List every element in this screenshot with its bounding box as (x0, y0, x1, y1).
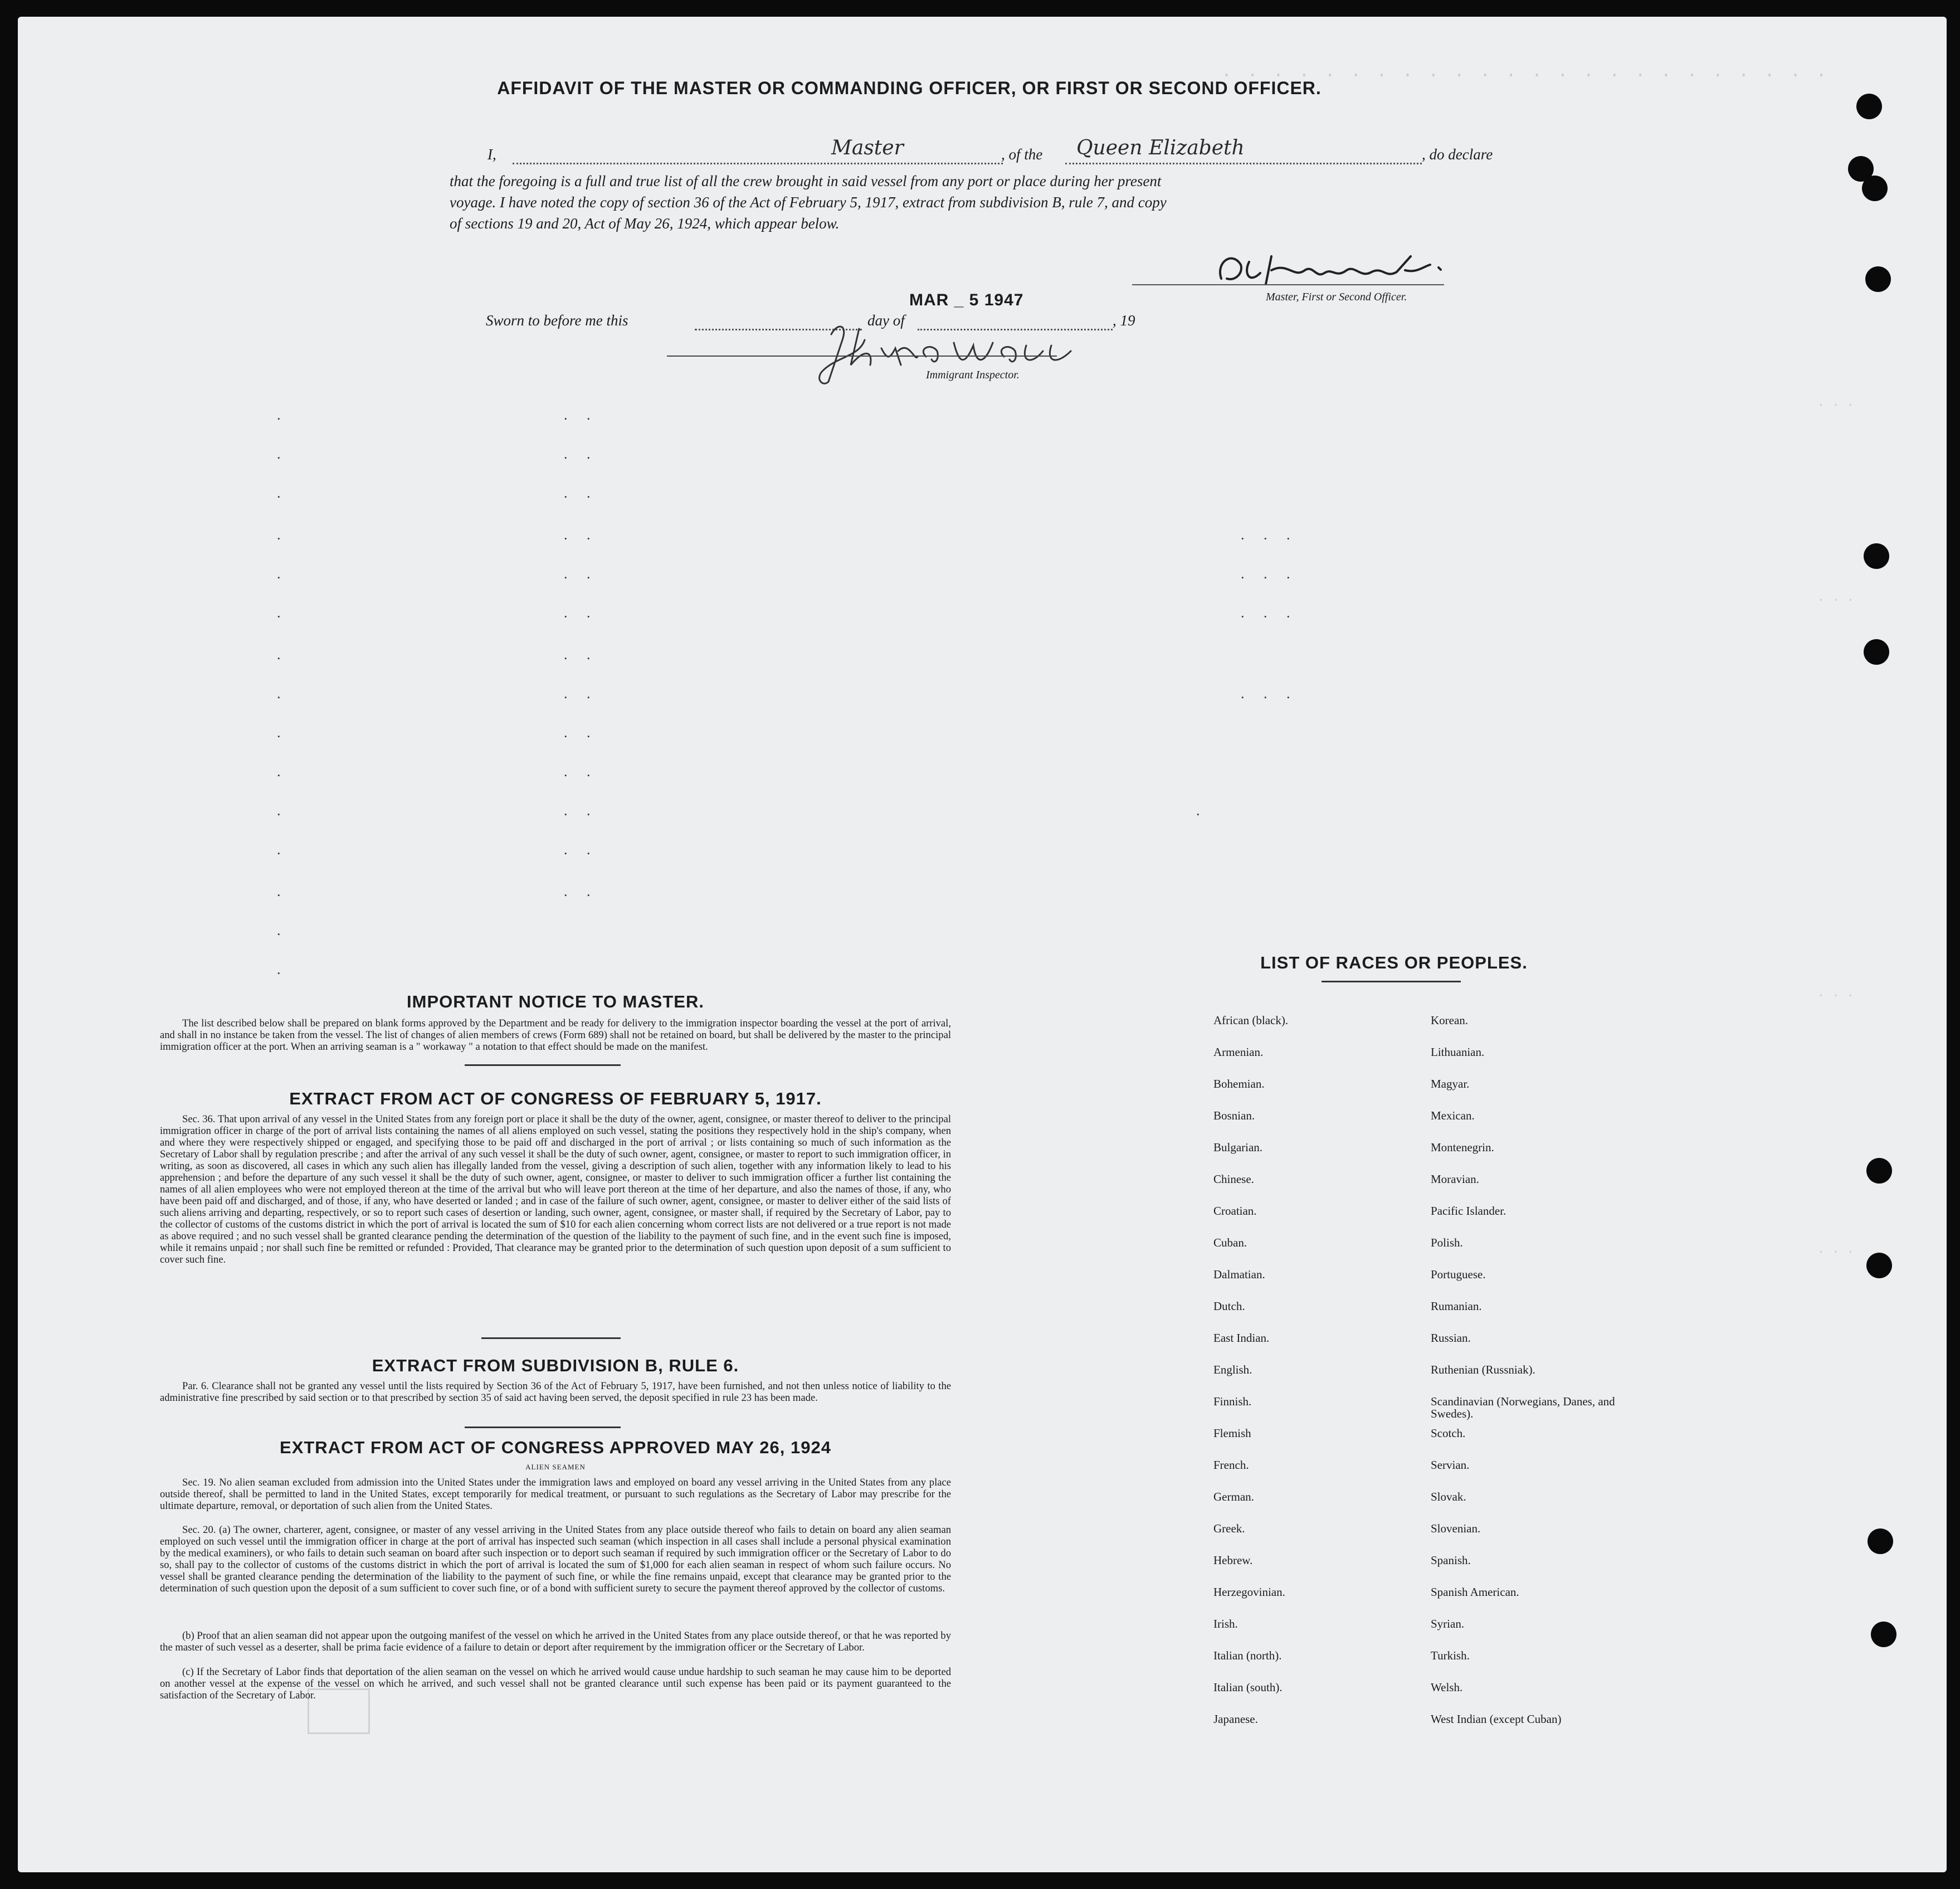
dot-marks: . (277, 802, 289, 819)
race-row (1213, 1300, 1659, 1332)
rule-6-body: Par. 6. Clearance shall not be granted any vessel until the lists required by Section 36 of the Act of February 5, 1917, have been furnished, and not then unless notice of liability to the administrative fine prescribed by said section or to that prescribed by section 35 of said act having been served, the deposit specified in rule 23 has been made. (160, 1380, 951, 1404)
race-entry-right: Rumanian. (1431, 1299, 1482, 1313)
race-row (1213, 1046, 1659, 1078)
bleed-through-text: . . . (1817, 986, 1855, 1000)
bleed-through-text: . . . (1817, 1243, 1855, 1257)
race-row (1213, 1681, 1659, 1713)
race-entry-left: Herzegovinian. (1213, 1585, 1285, 1599)
races-heading: LIST OF RACES OR PEOPLES. (1260, 953, 1528, 972)
race-row (1213, 1268, 1659, 1300)
race-row (1213, 1364, 1659, 1395)
dot-marks: . (277, 763, 289, 780)
race-entry-right: Servian. (1431, 1458, 1470, 1472)
dot-marks: . (277, 566, 289, 582)
document-page (18, 17, 1947, 1872)
dot-marks: . (277, 883, 289, 899)
inspector-caption: Immigrant Inspector. (926, 369, 1020, 381)
race-entry-left: Japanese. (1213, 1712, 1258, 1726)
affidavit-line-4: of sections 19 and 20, Act of May 26, 1924, which appear below. (450, 215, 840, 232)
race-entry-right: Scotch. (1431, 1427, 1466, 1440)
race-row (1213, 1109, 1659, 1141)
affidavit-i-label: I, (487, 146, 496, 163)
dot-marks: . (277, 527, 289, 543)
dot-marks: . . (564, 841, 598, 858)
race-row (1213, 1459, 1659, 1491)
dot-marks: . . (564, 407, 598, 423)
vessel-handwriting: Queen Elizabeth (1076, 137, 1245, 159)
race-row (1213, 1522, 1659, 1554)
punch-hole (1856, 94, 1882, 119)
dot-marks: . . (564, 566, 598, 582)
race-entry-right: Spanish American. (1431, 1585, 1519, 1599)
race-entry-right: Scandinavian (Norwegians, Danes, and Swedes). (1431, 1395, 1615, 1420)
race-row (1213, 1713, 1659, 1745)
race-entry-right: Mexican. (1431, 1109, 1475, 1122)
notice-body: The list described below shall be prepared on blank forms approved by the Department and be ready for delivery to the immigration inspector boarding the vessel at the port of arrival, and shall in no instance be taken from the vessel. The list of changes of alien members of crews (Form 689) shall not be retained on board, but shall be delivered by the master to the principal immigration officer at the port. When an arriving seaman is a " workaway " a notation to that effect should be made on the manifest. (160, 1017, 951, 1053)
dot-marks: . . (564, 883, 598, 899)
race-entry-left: Croatian. (1213, 1204, 1257, 1218)
of-the-label: , of the (1001, 146, 1043, 163)
race-entry-left: African (black). (1213, 1014, 1289, 1027)
race-entry-left: Italian (north). (1213, 1649, 1282, 1662)
race-entry-left: East Indian. (1213, 1331, 1270, 1345)
punch-hole (1868, 1528, 1893, 1554)
dot-marks: . . (564, 446, 598, 462)
section-divider (465, 1064, 621, 1066)
race-entry-right: West Indian (except Cuban) (1431, 1712, 1562, 1726)
race-entry-left: Dutch. (1213, 1299, 1245, 1313)
dot-marks: . . . (1241, 605, 1298, 621)
sec-20c-body: (c) If the Secretary of Labor finds that deportation of the alien seaman on the vessel on which he arrived would cause undue hardship to such seaman he may cause him to be deported on another vessel at the expense of the vessel on which he arrived, and such vessel shall not be granted clearance until such expense has been paid or its payment guaranteed to the satisfaction of the Secretary of Labor. (160, 1666, 951, 1701)
dot-marks: . . (564, 485, 598, 501)
race-entry-left: French. (1213, 1458, 1249, 1472)
race-row (1213, 1014, 1659, 1046)
race-entry-right: Spanish. (1431, 1554, 1471, 1567)
punch-hole (1866, 1253, 1892, 1278)
dot-marks: . . (564, 646, 598, 663)
dot-marks: . . (564, 724, 598, 741)
dot-marks: . (277, 646, 289, 663)
race-row (1213, 1618, 1659, 1649)
race-entry-right: Slovak. (1431, 1490, 1466, 1503)
race-entry-left: Flemish (1213, 1427, 1251, 1440)
race-entry-left: Chinese. (1213, 1172, 1254, 1186)
bleed-through-text: . . . . . . . . . . . . . . . . . . . . . . . . (1221, 61, 1829, 82)
dot-marks: . (277, 841, 289, 858)
race-entry-right: Welsh. (1431, 1681, 1463, 1694)
race-row (1213, 1173, 1659, 1205)
race-row (1213, 1554, 1659, 1586)
master-signature-line (1132, 284, 1444, 285)
sec-20a-body: Sec. 20. (a) The owner, charterer, agent, consignee, or master of any vessel arriving in the United States from any place outside thereof who fails to detain on board any alien seaman employed on such vessel until the immigration officer in charge at the port of arrival has inspected such seaman (which inspection in all cases shall include a personal physical examination by the medical examiners), or who fails to detain such seaman on board after such inspection or to deport such seaman if required by such immigration officer or the Secretary of Labor to do so, shall pay to the collector of customs of the customs district in which the port of arrival is located the sum of $1,000 for each alien seaman in respect of whom such failure occurs. No vessel shall be granted clearance pending the determination of the liability to the payment of such fine, or while the fine remains unpaid, except that clearance may be granted prior to the determination of such question upon the deposit of a sum sufficient to cover such fine, or of a bond with sufficient surety to secure the payment thereof approved by the collector of customs. (160, 1524, 951, 1594)
dot-marks: . (1196, 802, 1208, 819)
race-row (1213, 1395, 1659, 1427)
extract-1924-heading: EXTRACT FROM ACT OF CONGRESS APPROVED MAY 26, 1924 (280, 1438, 831, 1457)
race-entry-left: German. (1213, 1490, 1254, 1503)
inspector-signature-line (667, 356, 1057, 357)
section-divider (465, 1427, 621, 1428)
vessel-name-line (1065, 163, 1422, 164)
year-label: , 19 (1113, 312, 1135, 329)
race-row (1213, 1078, 1659, 1109)
race-entry-right: Portuguese. (1431, 1268, 1486, 1281)
dot-marks: . (277, 485, 289, 501)
race-entry-right: Pacific Islander. (1431, 1204, 1506, 1218)
race-entry-left: English. (1213, 1363, 1252, 1376)
dot-marks: . . . (1241, 566, 1298, 582)
dot-marks: . . (564, 763, 598, 780)
punch-hole (1862, 176, 1888, 201)
dot-marks: . (277, 922, 289, 938)
dot-marks: . (277, 407, 289, 423)
position-handwriting: Master (831, 137, 904, 159)
race-row (1213, 1236, 1659, 1268)
race-entry-left: Armenian. (1213, 1045, 1264, 1059)
races-divider (1322, 981, 1461, 982)
alien-seamen-subheading: ALIEN SEAMEN (525, 1463, 586, 1471)
dot-marks: . . . (1241, 527, 1298, 543)
extract-1917-heading: EXTRACT FROM ACT OF CONGRESS OF FEBRUARY 5, 1917. (289, 1089, 822, 1108)
sec-19-body: Sec. 19. No alien seaman excluded from admission into the United States under the immigration laws and employed on board any vessel arriving in the United States from any place outside thereof, shall be permitted to land in the United States, except temporarily for medical treatment, or pursuant to such regulations as the Secretary of Labor may prescribe for the ultimate departure, removal, or deportation of such alien from the United States. (160, 1477, 951, 1512)
race-entry-right: Turkish. (1431, 1649, 1470, 1662)
dot-marks: . (277, 961, 289, 977)
affidavit-line-3: voyage. I have noted the copy of section 36 of the Act of February 5, 1917, extract from subdivision B, rule 7, and copy (450, 194, 1167, 211)
day-of-label: day of (867, 312, 905, 329)
dot-marks: . . (564, 605, 598, 621)
punch-hole (1871, 1622, 1896, 1647)
punch-hole (1865, 266, 1891, 292)
race-entry-left: Finnish. (1213, 1395, 1252, 1408)
dot-marks: . . (564, 802, 598, 819)
race-entry-right: Moravian. (1431, 1172, 1479, 1186)
dot-marks: . (277, 446, 289, 462)
race-entry-left: Cuban. (1213, 1236, 1247, 1249)
race-row (1213, 1649, 1659, 1681)
bleed-through-text: . . . (1817, 396, 1855, 410)
dot-marks: . . . (1241, 685, 1298, 702)
race-entry-right: Korean. (1431, 1014, 1469, 1027)
affidavit-line-2: that the foregoing is a full and true list of all the crew brought in said vessel from any port or place during her present (450, 173, 1162, 189)
race-entry-right: Montenegrin. (1431, 1141, 1494, 1154)
notice-heading: IMPORTANT NOTICE TO MASTER. (407, 992, 704, 1011)
race-entry-left: Bohemian. (1213, 1077, 1265, 1090)
race-entry-right: Ruthenian (Russniak). (1431, 1363, 1535, 1376)
race-entry-left: Bulgarian. (1213, 1141, 1263, 1154)
race-row (1213, 1586, 1659, 1618)
rule-6-heading: EXTRACT FROM SUBDIVISION B, RULE 6. (372, 1356, 739, 1375)
race-entry-left: Bosnian. (1213, 1109, 1255, 1122)
punch-hole (1864, 543, 1889, 569)
sec-20b-body: (b) Proof that an alien seaman did not appear upon the outgoing manifest of the vessel on which he arrived in the United States from any place outside thereof, or that he was reported by the master of such vessel as a deserter, shall be prima facie evidence of a failure to detain or deport after requirement by the immigration officer or the Secretary of Labor. (160, 1630, 951, 1653)
affidavit-heading: AFFIDAVIT OF THE MASTER OR COMMANDING OFFICER, OR FIRST OR SECOND OFFICER. (497, 78, 1322, 98)
race-row (1213, 1491, 1659, 1522)
dot-marks: . . (564, 685, 598, 702)
extract-1917-body: Sec. 36. That upon arrival of any vessel in the United States from any foreign port or place it shall be the duty of the owner, agent, consignee, or master thereof to deliver to the principal immigration officer in charge of the port of arrival lists containing the names of all aliens employed on such vessel, stating the positions they respectively hold in the ship's company, when and where they were respectively shipped or engaged, and specifying those to be paid off and discharged in the port of arrival ; or lists containing so much of such information as the Secretary of Labor shall by regulation prescribe ; and after the arrival of any such vessel it shall be the duty of such owner, agent, consignee, or master to report to such immigration officer, in writing, as soon as discovered, all cases in which any such alien has illegally landed from the vessel, giving a description of such alien, together with any information likely to lead to his apprehension ; and before the departure of any such vessel it shall be the duty of such owner, agent, consignee, or master to deliver to such immigration officer a further list containing the names of all alien employees who were not employed thereon at the time of the arrival but who will leave port thereon at the time of her departure, and also the names of those, if any, who have been paid off and discharged, and of those, if any, who have deserted or landed ; and in case of the failure of such owner, agent, consignee, or master to deliver either of the said lists of such aliens arriving and departing, respectively, or so to report such cases of desertion or landing, such owner, agent, consignee, or master shall, if required by the Secretary of Labor, pay to the collector of customs of the customs district in which the port of arrival is located the sum of $10 for each alien concerning whom correct lists are not delivered or a true report is not made as above required ; and no such vessel shall be granted clearance pending the determination of the question of the liability to the payment of such fine, and in the event such fine is imposed, while it remains unpaid ; nor shall such fine be remitted or refunded : Provided, That clearance may be granted prior to the determination of such question upon deposit of a sum sufficient to cover such fine. (160, 1113, 951, 1265)
race-entry-left: Dalmatian. (1213, 1268, 1265, 1281)
section-divider (481, 1337, 621, 1339)
dot-marks: . (277, 724, 289, 741)
race-entry-left: Irish. (1213, 1617, 1238, 1630)
bleed-through-text: . . . (1817, 591, 1855, 605)
punch-hole (1866, 1158, 1892, 1184)
race-entry-left: Italian (south). (1213, 1681, 1283, 1694)
race-entry-right: Magyar. (1431, 1077, 1470, 1090)
dot-marks: . (277, 685, 289, 702)
race-entry-right: Russian. (1431, 1331, 1471, 1345)
sworn-label: Sworn to before me this (486, 312, 628, 329)
race-entry-left: Greek. (1213, 1522, 1245, 1535)
race-entry-right: Polish. (1431, 1236, 1463, 1249)
master-signature (1210, 240, 1455, 295)
race-row (1213, 1427, 1659, 1459)
master-name-line (513, 163, 1003, 164)
declare-label: , do declare (1422, 146, 1493, 163)
master-signature-caption: Master, First or Second Officer. (1266, 291, 1407, 303)
date-stamp: MAR _ 5 1947 (909, 291, 1024, 309)
race-entry-right: Lithuanian. (1431, 1045, 1485, 1059)
race-entry-right: Slovenian. (1431, 1522, 1481, 1535)
dot-marks: . . (564, 527, 598, 543)
race-entry-right: Syrian. (1431, 1617, 1465, 1630)
punch-hole (1864, 639, 1889, 665)
race-entry-left: Hebrew. (1213, 1554, 1253, 1567)
race-row (1213, 1141, 1659, 1173)
dot-marks: . (277, 605, 289, 621)
race-row (1213, 1332, 1659, 1364)
race-row (1213, 1205, 1659, 1236)
races-table (1213, 1014, 1659, 1745)
